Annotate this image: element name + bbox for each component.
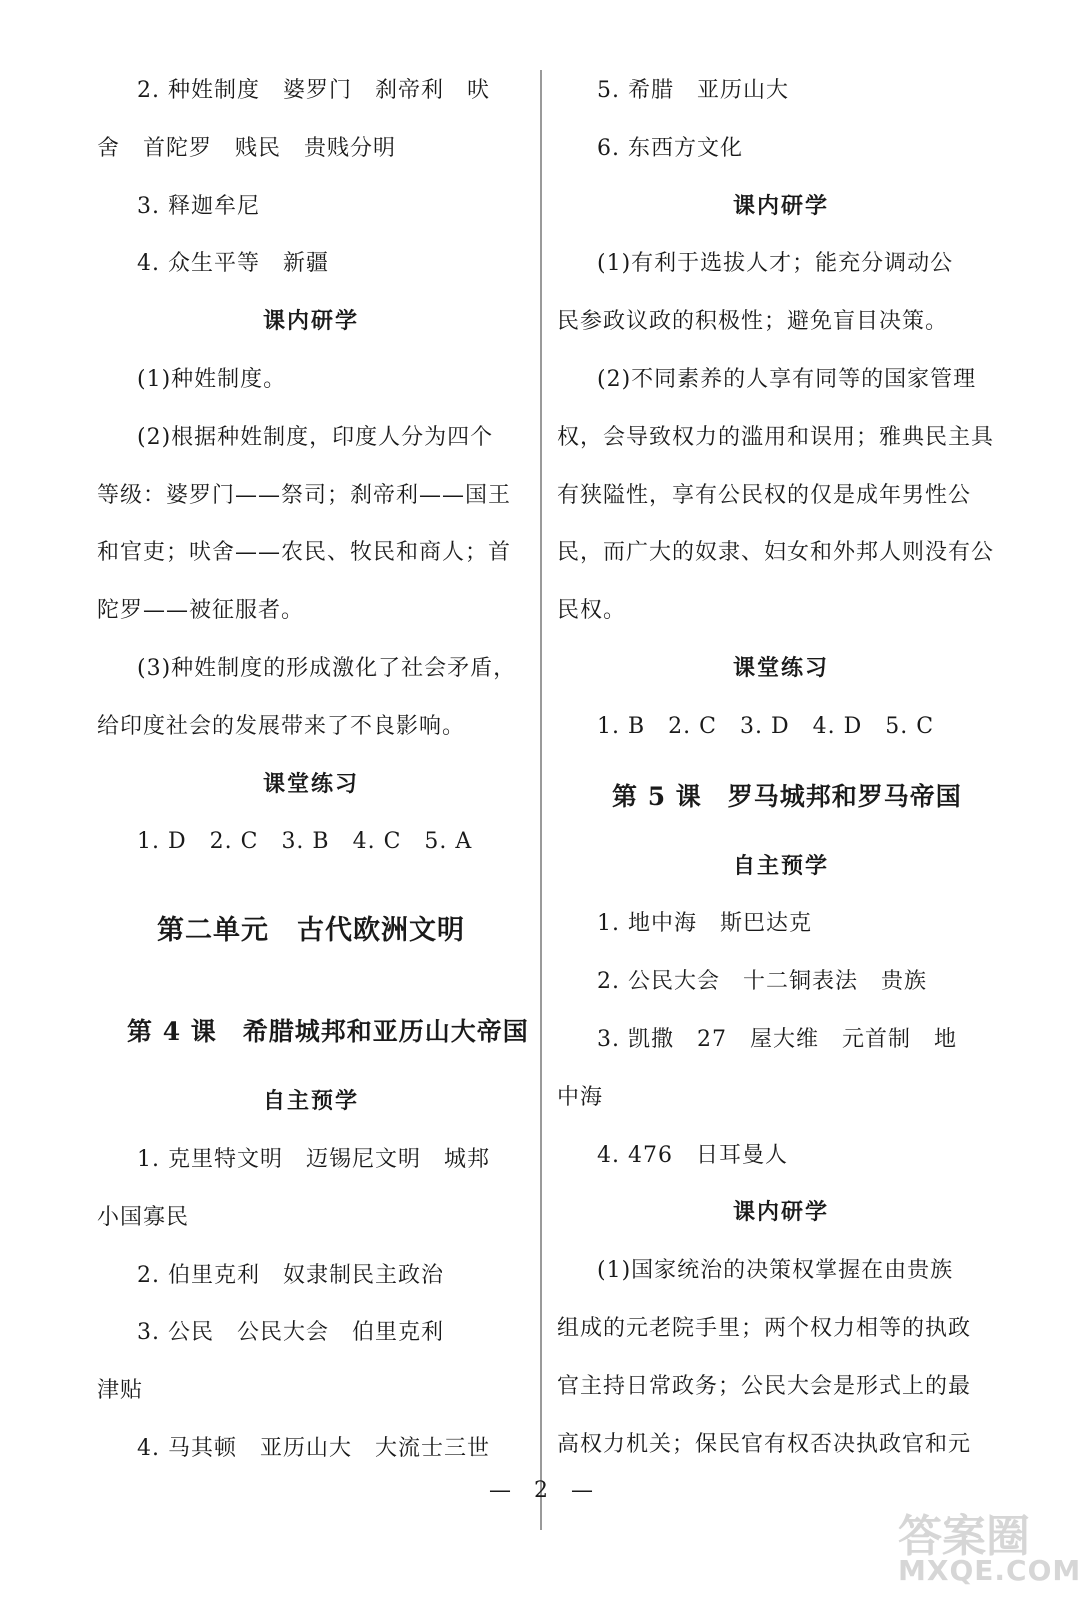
column-divider: [540, 70, 542, 1530]
section-heading: 课内研学: [732, 1199, 829, 1226]
text-line-continued: 官主持日常政务；公民大会是形式上的最: [557, 1373, 972, 1399]
text-line: (1)种姓制度。: [137, 366, 287, 392]
text-line-continued: 有狭隘性，享有公民权的仅是成年男性公: [557, 482, 972, 508]
text-line: 3. 公民 公民大会 伯里克利: [137, 1320, 444, 1346]
text-line: 4. 马其顿 亚历山大 大流士三世: [137, 1435, 490, 1461]
text-line-continued: 中海: [557, 1084, 604, 1110]
lesson-title: 第 4 课 希腊城邦和亚历山大帝国: [127, 1017, 529, 1047]
section-heading: 课堂练习: [732, 654, 829, 681]
text-line: 1. 地中海 斯巴达克: [597, 911, 812, 937]
text-line-continued: 权，会导致权力的滥用和误用；雅典民主具: [557, 424, 995, 450]
text-line: (2)不同素养的人享有同等的国家管理: [597, 366, 977, 392]
text-line: 2. 伯里克利 奴隶制民主政治: [137, 1262, 444, 1288]
page-number: — 2 —: [489, 1478, 601, 1503]
text-line-continued: 等级：婆罗门——祭司；刹帝利——国王: [97, 482, 512, 508]
text-line-continued: 给印度社会的发展带来了不良影响。: [97, 713, 466, 739]
text-line: 1. B 2. C 3. D 4. D 5. C: [597, 713, 935, 739]
text-line: (3)种姓制度的形成激化了社会矛盾，: [137, 655, 517, 681]
text-line-continued: 小国寡民: [97, 1204, 190, 1230]
lesson-title: 第 5 课 罗马城邦和罗马帝国: [612, 781, 962, 811]
text-line: 1. 克里特文明 迈锡尼文明 城邦: [137, 1146, 490, 1172]
left-column: [97, 62, 529, 1478]
text-line: (1)有利于选拔人才；能充分调动公: [597, 251, 954, 277]
text-line: 4. 众生平等 新疆: [137, 251, 329, 277]
text-line: 5. 希腊 亚历山大: [597, 78, 789, 103]
text-line: 2. 种姓制度 婆罗门 刹帝利 吠: [137, 78, 490, 103]
text-line-continued: 高权力机关；保民官有权否决执政官和元: [557, 1431, 972, 1457]
text-line-continued: 民参政议政的积极性；避免盲目决策。: [557, 309, 949, 335]
watermark-logo: [878, 1500, 1082, 1600]
text-line: 1. D 2. C 3. B 4. C 5. A: [137, 829, 473, 855]
text-line: 3. 释迦牟尼: [137, 193, 260, 219]
text-line: 4. 476 日耳曼人: [597, 1142, 788, 1168]
section-heading: 课堂练习: [262, 770, 359, 797]
text-line: 2. 公民大会 十二铜表法 贵族: [597, 969, 927, 995]
unit-title: 第二单元 古代欧洲文明: [157, 915, 465, 947]
right-column: [557, 62, 1005, 1473]
text-line-continued: 民权。: [557, 598, 627, 624]
watermark-text-bottom: MXQE.COM: [898, 1554, 1082, 1587]
text-line: 6. 东西方文化: [597, 135, 743, 161]
text-line: (1)国家统治的决策权掌握在由贵族: [597, 1258, 954, 1284]
section-heading: 自主预学: [262, 1088, 359, 1115]
text-line-continued: 津贴: [97, 1378, 144, 1404]
text-line-continued: 民，而广大的奴隶、妇女和外邦人则没有公: [557, 540, 995, 566]
watermark-text-top: 答案圈: [898, 1511, 1030, 1562]
section-heading: 课内研学: [262, 308, 359, 335]
text-line-continued: 陀罗——被征服者。: [97, 598, 305, 624]
text-line-continued: 和官吏；吠舍——农民、牧民和商人；首: [97, 540, 512, 566]
section-heading: 课内研学: [732, 192, 829, 219]
text-line-continued: 舍 首陀罗 贱民 贵贱分明: [97, 135, 397, 161]
section-heading: 自主预学: [732, 852, 829, 879]
text-line: (2)根据种姓制度，印度人分为四个: [137, 424, 494, 450]
text-line: 3. 凯撒 27 屋大维 元首制 地: [597, 1026, 957, 1052]
text-line-continued: 组成的元老院手里；两个权力相等的执政: [557, 1315, 972, 1341]
